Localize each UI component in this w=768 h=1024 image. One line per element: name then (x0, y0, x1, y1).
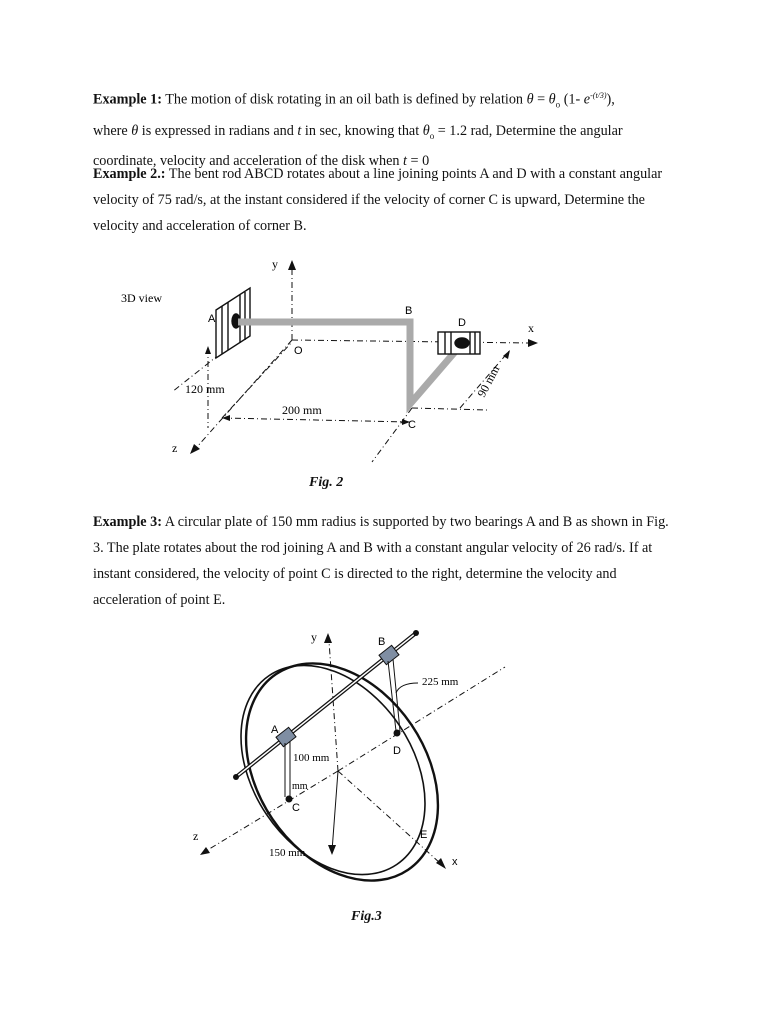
fig2-point-c-label: C (408, 419, 416, 431)
fig2-point-d-label: D (458, 317, 466, 329)
fig2-axis-y-label: y (272, 257, 278, 271)
fig3-z-axis (206, 771, 338, 851)
example-2-label: Example 2.: (93, 166, 166, 182)
fig2-point-a-label: A (208, 313, 216, 325)
fig3-y-axis (329, 641, 338, 771)
fig2-depth-label: 90 mm (474, 363, 503, 400)
figure-3-diagram (0, 625, 768, 885)
fig3-dim-150-label: 150 mm (269, 847, 306, 859)
fig3-dim-225-label: 225 mm (422, 676, 459, 688)
fig3-dim-100-label: 100 mm (293, 752, 330, 764)
fig2-length-dimension (222, 418, 410, 422)
fig2-length-label: 200 mm (282, 403, 322, 417)
fig2-view-label: 3D view (121, 291, 162, 305)
example-1-paragraph: Example 1: The motion of disk rotating in an oil bath is defined by relation $\theta = \theta_o$ (1- $e^{-(t/3)}$), where θ is expressed in radians and t in sec, knowing that $\theta_o = 1.2$ rad, Determine the angular coordinate, velocity and acceleration of the disk when t = 0 (93, 91, 623, 170)
example-3-paragraph (93, 509, 678, 613)
fig3-point-b-label: B (378, 636, 386, 648)
fig3-radius-line (332, 771, 338, 851)
fig3-point-a-label: A (271, 724, 279, 736)
fig3-axis-x-label: x (452, 856, 458, 868)
fig2-bearing-d (438, 332, 480, 354)
fig2-axis-z-label: z (172, 441, 178, 455)
figure-3-caption: Fig.3 (351, 909, 382, 924)
fig3-point-d-label: D (393, 745, 401, 757)
fig3-axis-z-label: z (193, 829, 199, 843)
fig2-axis-x-label: x (528, 321, 534, 335)
fig3-point-c-label: C (292, 802, 300, 814)
example-1-label: Example 1: (93, 91, 162, 108)
figure-2-caption: Fig. 2 (309, 475, 344, 490)
example-3-text: A circular plate of 150 mm radius is supported by two bearings A and B as shown in Fig. 3. The plate rotates about the rod joining A and B with a constant angular velocity of 26 rad/s. If at instant considered, the velocity of point C is directed to the right, determine the velocity and acceleration of point E. (93, 514, 669, 608)
figure-2-diagram (0, 250, 768, 490)
example-2-text: The bent rod ABCD rotates about a line joining points A and D with a constant angular velocity of 75 rad/s, at the instant considered if the velocity of corner C is upward, Determine the velocity and acceleration of corner B. (93, 166, 663, 234)
fig2-point-b-label: B (405, 305, 413, 317)
fig3-dim-mm-label: mm (292, 781, 308, 792)
example-3-label: Example 3: (93, 514, 162, 530)
fig3-axis-y-label: y (311, 630, 317, 644)
fig3-point-e-label: E (420, 829, 428, 841)
fig2-height-label: 120 mm (185, 382, 225, 396)
fig2-origin-label: O (294, 345, 303, 357)
example-2-paragraph (93, 161, 678, 239)
